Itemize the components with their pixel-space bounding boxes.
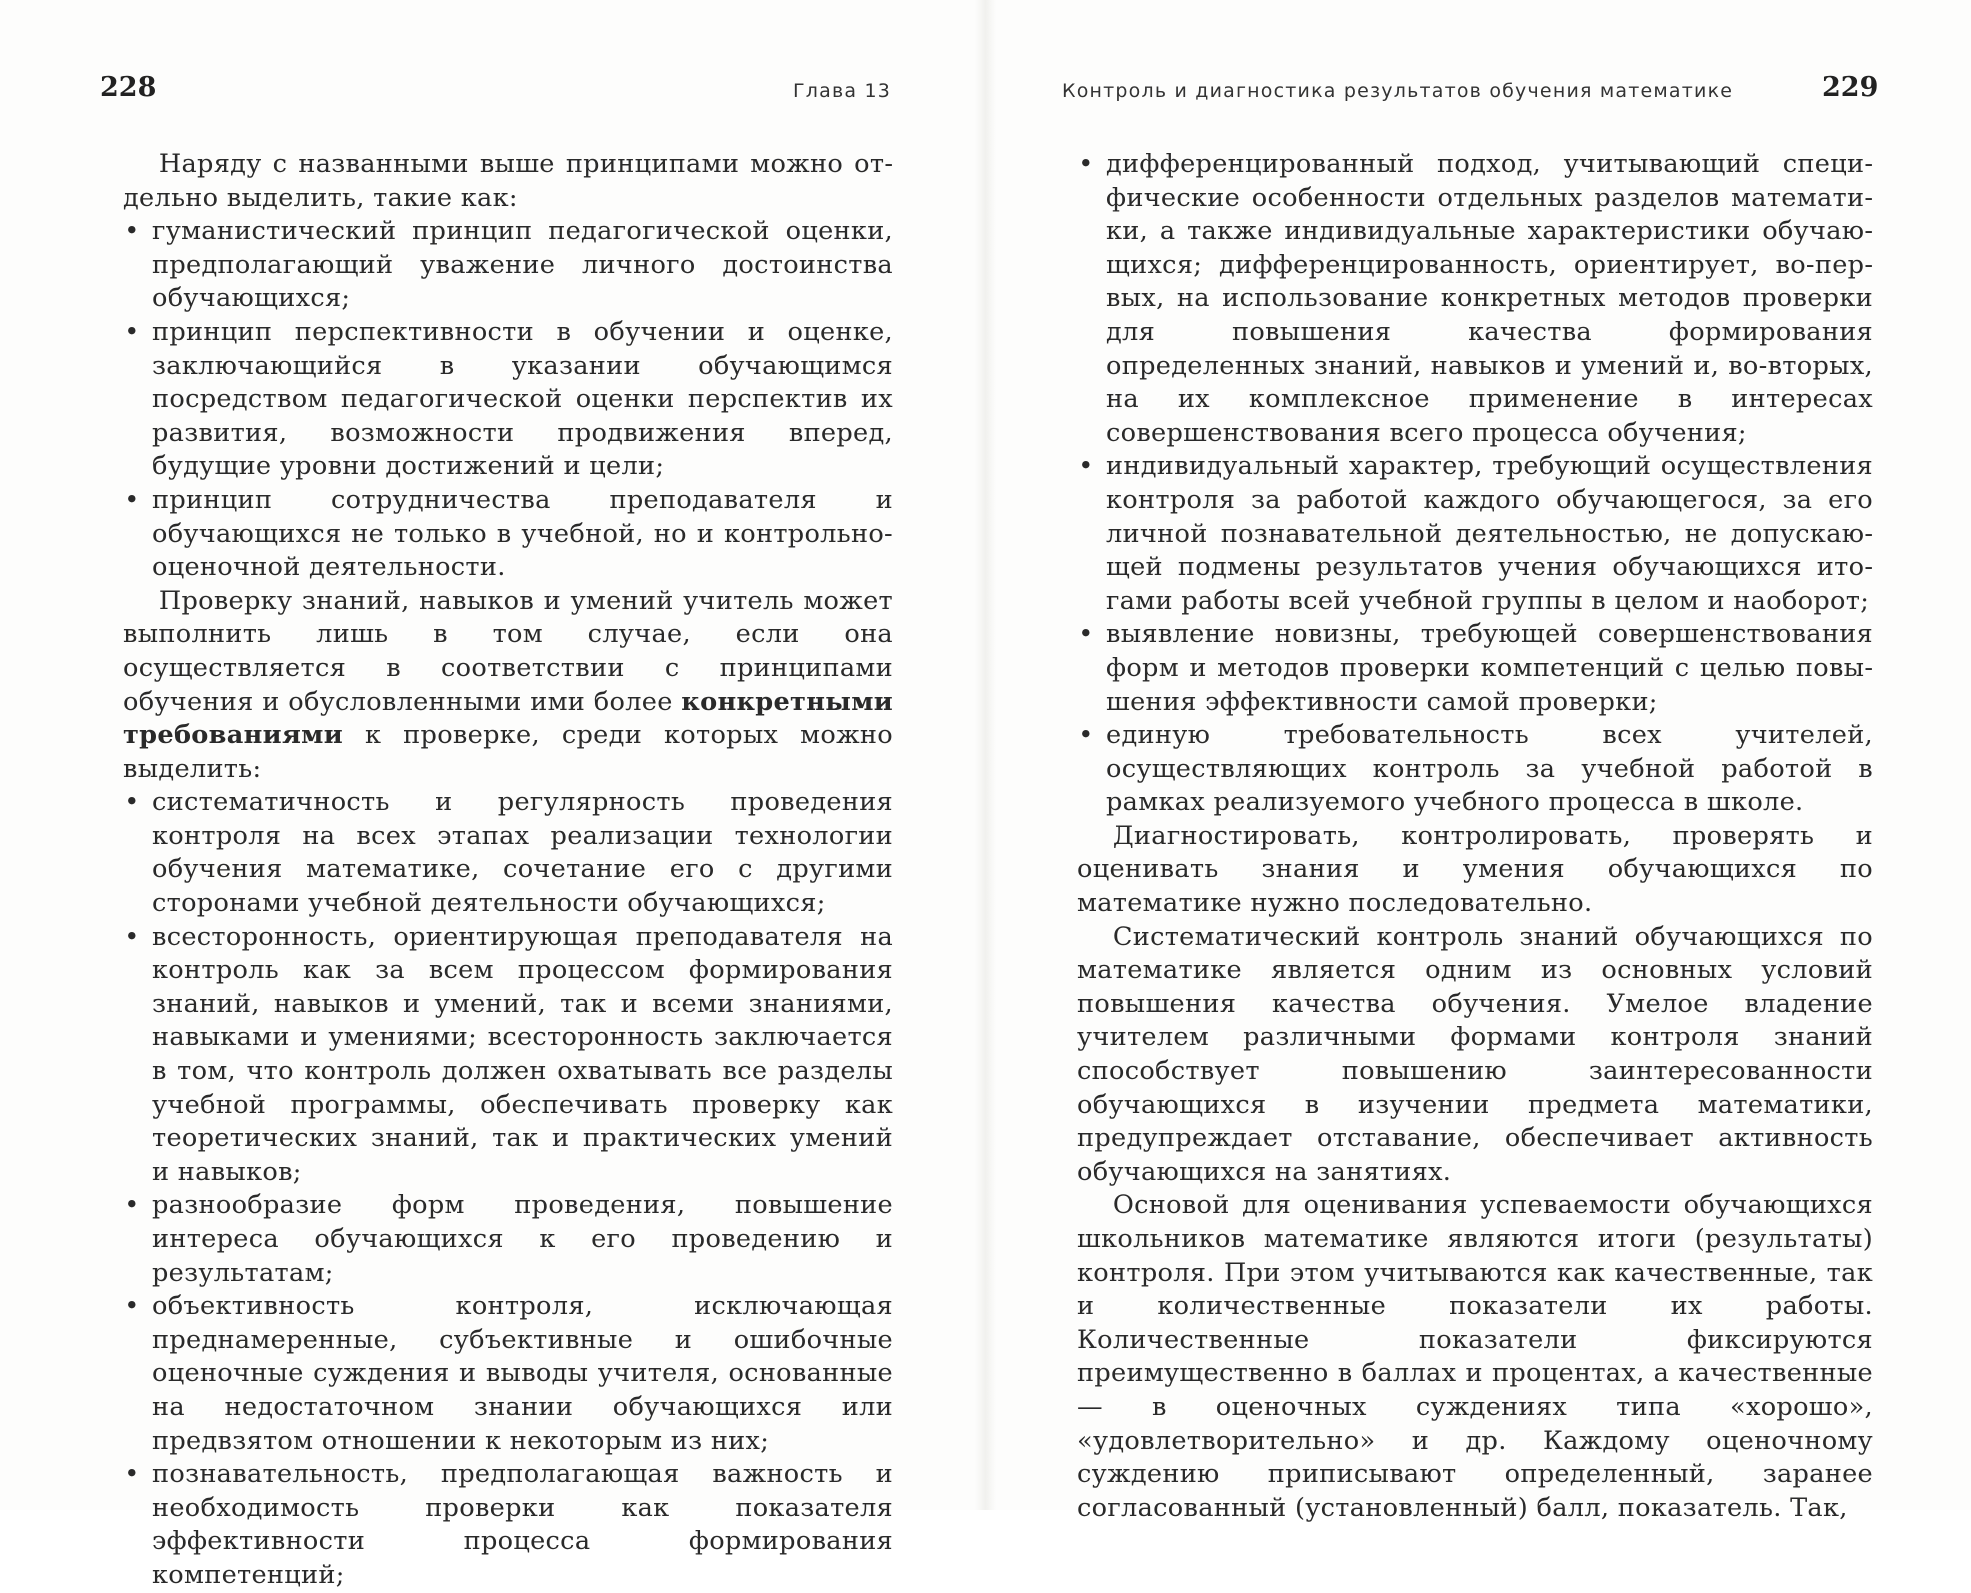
list-item: • объективность контроля, исключающая преднамеренные, субъективные и ошибочные оценочные суждения и выводы учителя, основанные на недостаточном знании обучающихся или предвзятом отношении к некоторым из них; bbox=[124, 1291, 893, 1456]
list-item: • разнообразие форм проведения, повышение интереса обучающихся к его проведению и результатам; bbox=[124, 1190, 893, 1288]
list-item: • гуманистический принцип педагогической оценки, предполагающий уважение личного достоинства обучающихся; bbox=[124, 216, 893, 314]
right-page-number: 229 bbox=[1822, 72, 1879, 103]
requirements-list-continued bbox=[1077, 148, 1873, 820]
list-item: • дифференцированный подход, учитывающий специфические особенности отдельных разделов математики, а также индивидуальные характеристики обучающихся; дифференцированность, ориентирует, во-первых, на использование конкретных методов проверки для повышения качества формирования определенных знаний, навыков и умений и, во-вторых, на их комплексное применение в интересах совершенствования всего процесса обучения; bbox=[1078, 149, 1873, 448]
requirements-list bbox=[123, 786, 893, 1592]
right-running-head: Контроль и диагностика результатов обучения математике bbox=[1062, 80, 1734, 102]
list-item: • единую требовательность всех учителей, осуществляющих контроль за учебной работой в рамках реализуемого учебного процесса в школе. bbox=[1078, 720, 1873, 818]
left-running-head: Глава 13 bbox=[793, 80, 892, 102]
bold-term: конкретными требованиями bbox=[123, 686, 894, 751]
bullet-icon: • bbox=[124, 787, 140, 818]
bullet-icon: • bbox=[1078, 619, 1094, 650]
bullet-icon: • bbox=[1078, 149, 1094, 179]
left-page-body bbox=[123, 148, 893, 1593]
list-item: • индивидуальный характер, требующий осуществления контроля за работой каждого обучающегося, за его личной познавательной деятельностью, не допускающей подмены результатов учения обучающихся итогами работы всей учебной группы в целом и наоборот; bbox=[1078, 451, 1873, 616]
list-item: • всесторонность, ориентирующая преподавателя на контроль как за всем процессом формирования знаний, навыков и умений, так и всеми знаниями, навыками и умениями; всесторонность заключается в том, что контроль должен охватывать все разделы учебной программы, обеспечивать проверку как теоретических знаний, так и практических умений и навыков; bbox=[124, 921, 893, 1187]
list-item: • принцип перспективности в обучении и оценке, заключающийся в указании обучающимся посредством педагогической оценки перспектив их развития, возможности продвижения вперед, будущие уровни достижений и цели; bbox=[124, 316, 893, 482]
principles-list bbox=[123, 215, 893, 585]
left-page-number: 228 bbox=[100, 72, 157, 103]
list-item: • выявление новизны, требующей совершенствования форм и методов проверки компетенций с целью повышения эффективности самой проверки; bbox=[1078, 619, 1873, 717]
right-page-body bbox=[1077, 148, 1873, 1525]
bullet-icon: • bbox=[124, 921, 140, 952]
paragraph: Систематический контроль знаний обучающихся по математике является одним из основных условий повышения качества обучения. Умелое владение учителем различными формами контроля знаний способствует повышению заинтересованности обучающихся в изучении предмета математики, предупреждает отставание, обеспечивает активность обучающихся на занятиях. bbox=[1077, 921, 1873, 1187]
bullet-icon: • bbox=[1078, 720, 1094, 751]
intro-paragraph: Наряду с названными выше принципами можно отдельно выделить, такие как: bbox=[123, 149, 893, 213]
bullet-icon: • bbox=[124, 1291, 140, 1322]
left-page bbox=[0, 0, 975, 1590]
right-page bbox=[996, 0, 1971, 1523]
bullet-icon: • bbox=[124, 216, 140, 247]
bullet-icon: • bbox=[1078, 451, 1094, 482]
book-gutter bbox=[975, 0, 996, 1510]
list-item: • принцип сотрудничества преподавателя и обучающихся не только в учебной, но и контрольно-оценочной деятельности. bbox=[124, 484, 893, 583]
requirements-paragraph: Проверку знаний, навыков и умений учитель может выполнить лишь в том случае, если она осуществляется в соответствии с принципами обучения и обусловленными ими более конкретными требованиями к проверке, среди которых можно выделить: bbox=[123, 585, 894, 784]
bullet-icon: • bbox=[124, 1190, 140, 1221]
bullet-icon: • bbox=[124, 1459, 140, 1490]
list-item: • систематичность и регулярность проведения контроля на всех этапах реализации технологии обучения математике, сочетание его с другими сторонами учебной деятельности обучающихся; bbox=[124, 787, 893, 919]
bullet-icon: • bbox=[124, 484, 140, 515]
paragraph: Диагностировать, контролировать, проверять и оценивать знания и умения обучающихся по математике нужно последовательно. bbox=[1077, 820, 1873, 919]
paragraph: Основой для оценивания успеваемости обучающихся школьников математике являются итоги (результаты) контроля. При этом учитываются как качественные, так и количественные показатели их работы. Количественные показатели фиксируются преимущественно в баллах и процентах, а качественные — в оценочных суждениях типа «хорошо», «удовлетворительно» и др. Каждому оценочному суждению приписывают определенный, заранее согласованный (установленный) балл, показатель. Так, bbox=[1077, 1190, 1873, 1523]
list-item: • познавательность, предполагающая важность и необходимость проверки как показателя эффективности процесса формирования компетенций; bbox=[124, 1459, 893, 1590]
bullet-icon: • bbox=[124, 316, 140, 347]
